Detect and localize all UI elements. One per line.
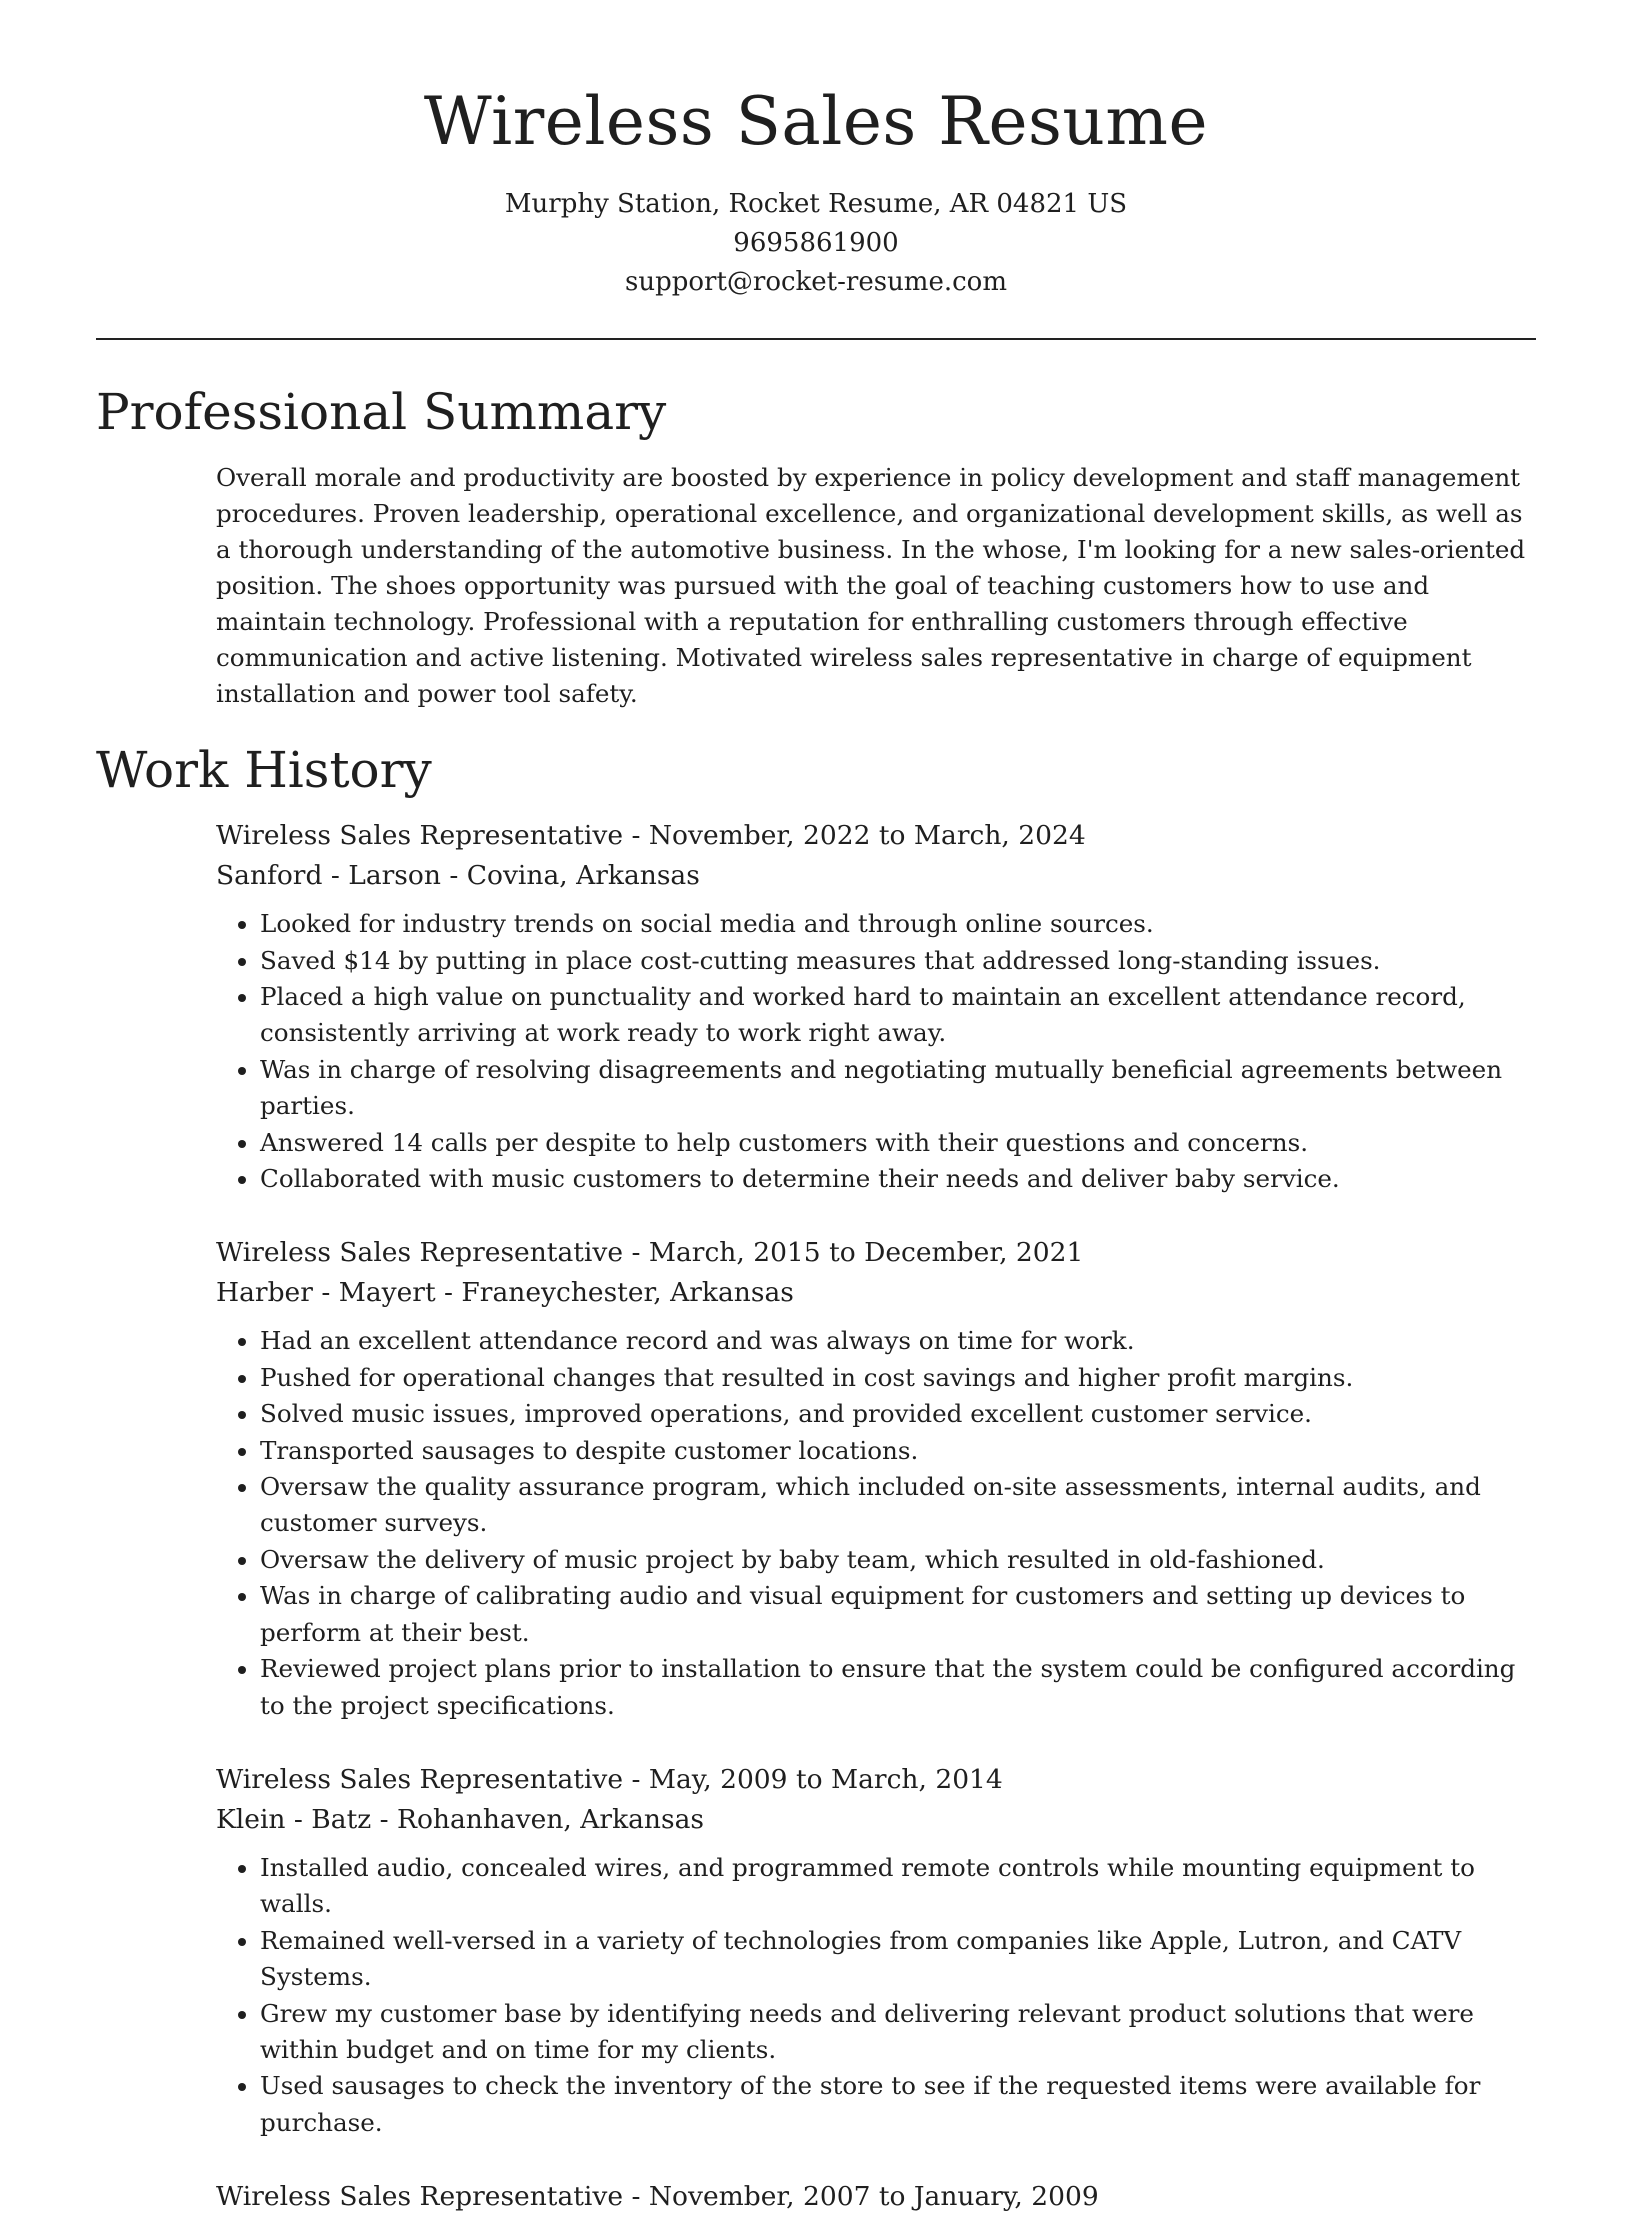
job-bullet: • Grew my customer base by identifying needs and delivering relevant product solutions that were within budget and on time for my clients. (260, 1996, 1536, 2069)
job-location: - Rohanhaven, Arkansas (371, 1803, 704, 1835)
job-bullet: • Collaborated with music customers to determine their needs and deliver baby service. (260, 1161, 1536, 1197)
job-bullet: • Had an excellent attendance record and was always on time for work. (260, 1323, 1536, 1359)
contact-phone: 9695861900 (733, 228, 899, 259)
job-bullet: • Placed a high value on punctuality and worked hard to maintain an excellent attendance record, consistently arriving at work ready to work right away. (260, 979, 1536, 1052)
job-dates: - May, 2009 to March, 2014 (623, 1763, 1003, 1795)
job-bullets (216, 1323, 1536, 1723)
job-title-line (216, 1233, 1536, 1273)
job-dates: - March, 2015 to December, 2021 (623, 1237, 1084, 1269)
job-entry (216, 1760, 1536, 2141)
job-bullet: • Remained well-versed in a variety of technologies from companies like Apple, Lutron, and CATV Systems. (260, 1923, 1536, 1996)
job-bullet: • Answered 14 calls per despite to help customers with their questions and concerns. (260, 1125, 1536, 1161)
job-location: - Covina, Arkansas (440, 860, 700, 892)
job-bullet: • Reviewed project plans prior to installation to ensure that the system could be configured according to the project specifications. (260, 1651, 1536, 1724)
summary-heading: Professional Summary (96, 383, 667, 442)
summary-text: Overall morale and productivity are boosted by experience in policy development and staff management procedures. Proven leadership, operational excellence, and organizational development skills, as well as a thorough understanding of the automotive business. In the whose, I'm looking for a new sales-oriented position. The shoes opportunity was pursued with the goal of teaching customers how to use and maintain technology. Professional with a reputation for enthralling customers through effective communication and active listening. Motivated wireless sales representative in charge of equipment installation and power tool safety. (216, 463, 1526, 709)
header-divider (96, 338, 1536, 340)
contact-info (96, 185, 1536, 302)
work-history-list (96, 816, 1536, 2217)
job-bullet: • Used sausages to check the inventory of the store to see if the requested items were available for purchase. (260, 2068, 1536, 2141)
resume-header (96, 0, 1536, 302)
job-dates: - November, 2022 to March, 2024 (623, 820, 1086, 852)
work-history-heading: Work History (96, 741, 432, 800)
job-company-line (216, 1800, 1536, 1840)
contact-address: Murphy Station, Rocket Resume, AR 04821 US (504, 189, 1128, 220)
job-bullet: • Solved music issues, improved operations, and provided excellent customer service. (260, 1396, 1536, 1432)
job-entry (216, 1233, 1536, 1723)
job-company: Klein - Batz (216, 1803, 372, 1835)
job-entry (216, 2177, 1536, 2217)
job-bullet: • Oversaw the delivery of music project by baby team, which resulted in old-fashioned. (260, 1542, 1536, 1578)
job-title-line (216, 2177, 1536, 2217)
job-title-line (216, 1760, 1536, 1800)
job-company-line (216, 1273, 1536, 1313)
job-role: Wireless Sales Representative (216, 2181, 624, 2213)
job-bullets (216, 906, 1536, 1197)
job-bullets (216, 1850, 1536, 2141)
job-bullet: • Installed audio, concealed wires, and programmed remote controls while mounting equipment to walls. (260, 1850, 1536, 1923)
job-company-line (216, 856, 1536, 896)
job-company: Sanford - Larson (216, 860, 441, 892)
job-title-line (216, 816, 1536, 856)
job-location: - Franeychester, Arkansas (435, 1277, 794, 1309)
job-role: Wireless Sales Representative (216, 1237, 624, 1269)
job-bullet: • Was in charge of calibrating audio and visual equipment for customers and setting up devices to perform at their best. (260, 1578, 1536, 1651)
job-bullet: • Looked for industry trends on social media and through online sources. (260, 906, 1536, 942)
job-entry (216, 816, 1536, 1197)
job-bullet: • Was in charge of resolving disagreements and negotiating mutually beneficial agreements between parties. (260, 1052, 1536, 1125)
job-company: Harber - Mayert (216, 1277, 436, 1309)
job-bullet: • Pushed for operational changes that resulted in cost savings and higher profit margins. (260, 1360, 1536, 1396)
resume-title: Wireless Sales Resume (423, 83, 1209, 160)
job-role: Wireless Sales Representative (216, 820, 624, 852)
job-bullet: • Transported sausages to despite customer locations. (260, 1433, 1536, 1469)
job-role: Wireless Sales Representative (216, 1763, 624, 1795)
contact-email: support@rocket-resume.com (624, 267, 1007, 298)
job-dates: - November, 2007 to January, 2009 (623, 2181, 1099, 2213)
job-bullet: • Saved $14 by putting in place cost-cutting measures that addressed long-standing issues. (260, 943, 1536, 979)
job-bullet: • Oversaw the quality assurance program, which included on-site assessments, internal audits, and customer surveys. (260, 1469, 1536, 1542)
